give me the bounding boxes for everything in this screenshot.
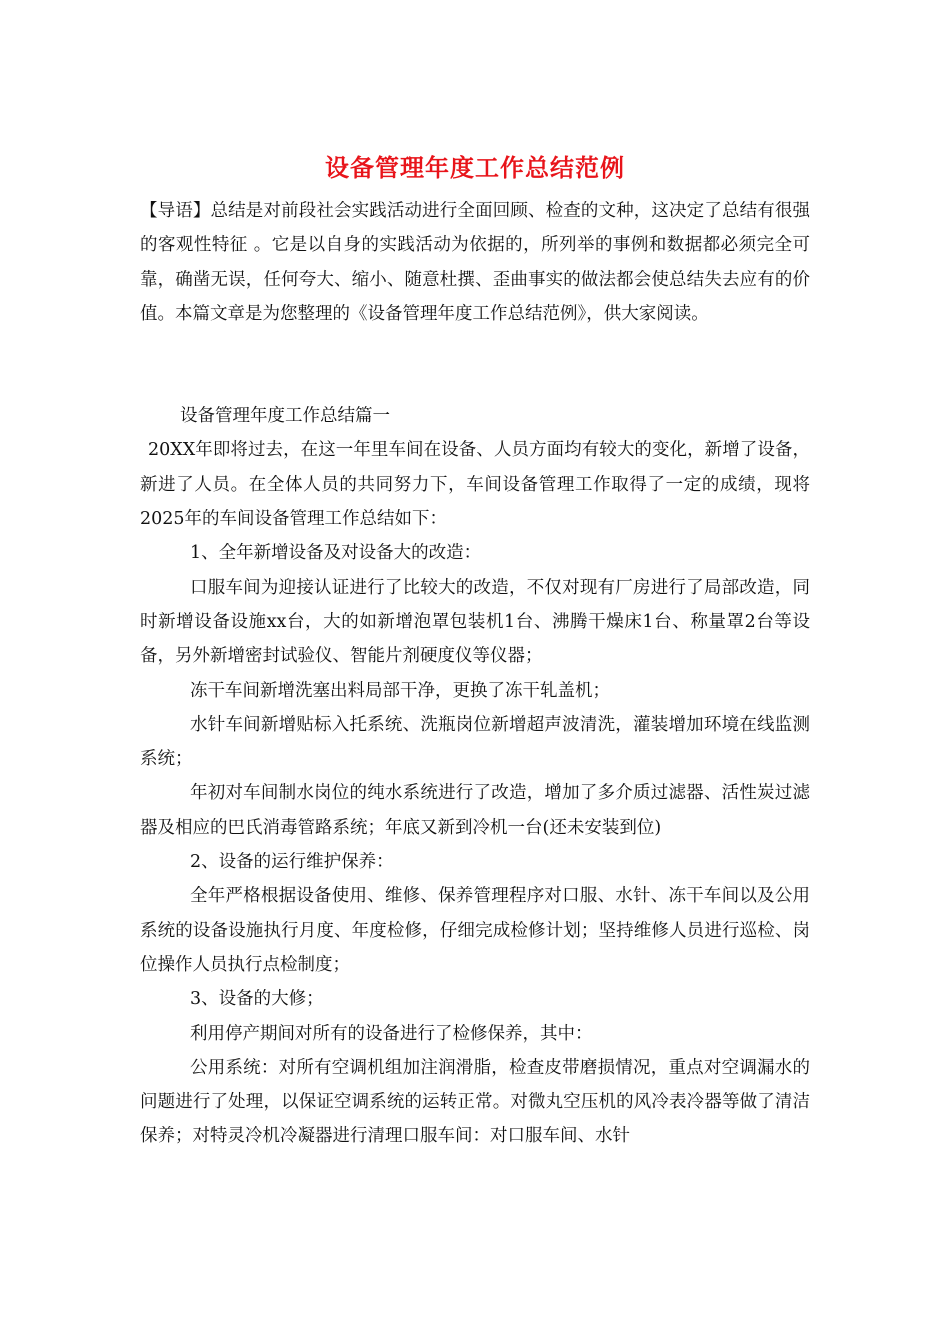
intro-paragraph: 【导语】总结是对前段社会实践活动进行全面回顾、检查的文种，这决定了总结有很强的客观性特征 。它是以自身的实践活动为依据的，所列举的事例和数据都必须完全可靠，确凿无误，任何夸大、缩小、随意杜撰、歪曲事实的做法都会使总结失去应有的价值。本篇文章是为您整理的《设备管理年度工作总结范例》，供大家阅读。 — [140, 201, 810, 324]
body-paragraph: 口服车间为迎接认证进行了比较大的改造，不仅对现有厂房进行了局部改造，同时新增设备设施xx台，大的如新增泡罩包装机1台、沸腾干燥床1台、称量罩2台等设备，另外新增密封试验仪、智能片剂硬度仪等仪器； — [140, 577, 810, 667]
document-body — [140, 194, 810, 1154]
list-heading-overhaul: 3、设备的大修； — [190, 989, 324, 1010]
list-heading-maintenance: 2、设备的运行维护保养： — [190, 852, 394, 873]
body-paragraph: 年初对车间制水岗位的纯水系统进行了改造，增加了多介质过滤器、活性炭过滤器及相应的巴氏消毒管路系统；年底又新到冷机一台(还未安装到位) — [140, 783, 810, 838]
lead-paragraph: 20XX年即将过去，在这一年里车间在设备、人员方面均有较大的变化，新增了设备，新进了人员。在全体人员的共同努力下，车间设备管理工作取得了一定的成绩，现将2025年的车间设备管理工作总结如下： — [140, 440, 810, 530]
spacer — [140, 331, 810, 399]
body-paragraph: 冻干车间新增洗塞出料局部干净，更换了冻干轧盖机； — [190, 680, 610, 701]
list-heading-new-equipment: 1、全年新增设备及对设备大的改造： — [190, 543, 482, 564]
section-heading: 设备管理年度工作总结篇一 — [180, 406, 390, 427]
body-paragraph: 全年严格根据设备使用、维修、保养管理程序对口服、水针、冻干车间以及公用系统的设备设施执行月度、年度检修，仔细完成检修计划；坚持维修人员进行巡检、岗位操作人员执行点检制度； — [140, 886, 810, 975]
body-paragraph: 利用停产期间对所有的设备进行了检修保养，其中： — [190, 1023, 593, 1044]
body-paragraph: 水针车间新增贴标入托系统、洗瓶岗位新增超声波清洗，灌装增加环境在线监测系统； — [140, 714, 810, 770]
body-paragraph: 公用系统：对所有空调机组加注润滑脂，检查皮带磨损情况，重点对空调漏水的问题进行了处理，以保证空调系统的运转正常。对微丸空压机的风冷表冷器等做了清洁保养；对特灵冷机冷凝器进行清理口服车间：对口服车间、水针 — [140, 1057, 810, 1147]
document-title: 设备管理年度工作总结范例 — [325, 153, 625, 182]
